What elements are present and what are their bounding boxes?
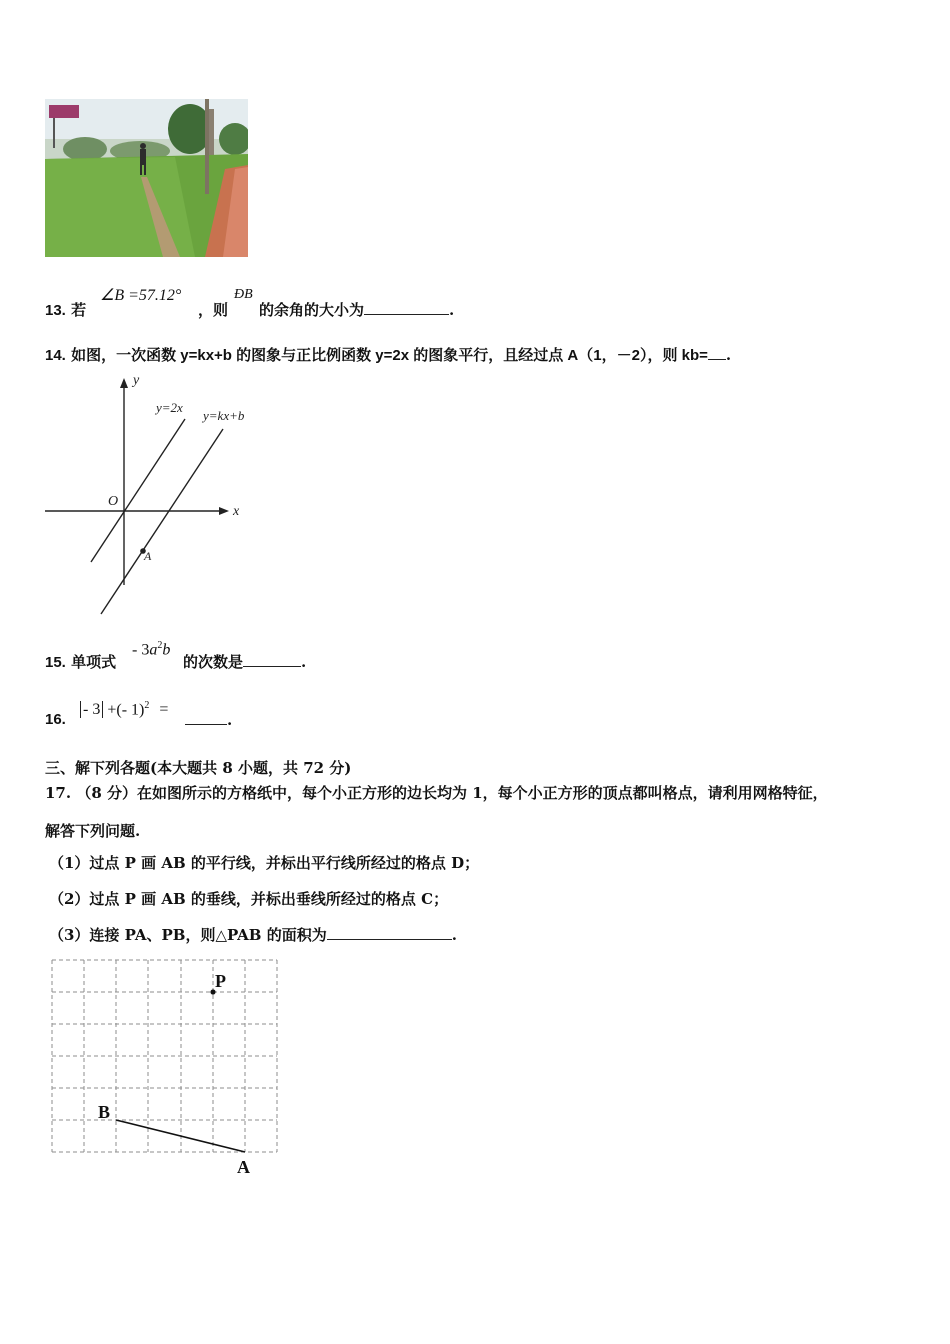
question-text: 如图，一次函数 y=kx+b 的图象与正比例函数 y=2x 的图象平行，且经过点 A（1，－2），则 kb= bbox=[71, 347, 708, 364]
y-axis-label: y bbox=[133, 373, 140, 388]
question-16 bbox=[45, 710, 66, 728]
line-y-2x-label: y=2x bbox=[156, 400, 183, 415]
monomial-expression bbox=[132, 640, 170, 659]
origin-label: O bbox=[108, 494, 119, 509]
question-text: 的次数是 bbox=[183, 653, 244, 671]
label-p: P bbox=[215, 971, 226, 991]
label-b: B bbox=[98, 1102, 111, 1122]
question-text: 单项式 bbox=[71, 653, 117, 671]
question-text: （3）连接 PA、PB，则△PAB 的面积为 bbox=[49, 926, 327, 944]
question-end-dot: . bbox=[449, 301, 455, 319]
exponent: 2 bbox=[144, 700, 150, 711]
label-a: A bbox=[237, 1157, 250, 1177]
question-17-line2: 解答下列问题. bbox=[45, 822, 141, 840]
answer-blank[interactable] bbox=[364, 300, 449, 315]
grid-lines bbox=[52, 960, 277, 1152]
monomial-var-a: a bbox=[149, 641, 158, 659]
question-13-rest bbox=[259, 299, 454, 320]
question-17-line1: 17. （8 分）在如图所示的方格纸中，每个小正方形的边长均为 1，每个小正方形的顶点都叫格点，请利用网格特征， bbox=[45, 784, 828, 802]
question-17-part1: （1）过点 P 画 AB 的平行线，并标出平行线所经过的格点 D； bbox=[49, 854, 480, 872]
grid-drawing bbox=[50, 958, 285, 1180]
question-end-dot: . bbox=[451, 926, 457, 944]
question-17-part3 bbox=[49, 924, 457, 945]
question-number: 13. bbox=[45, 302, 66, 319]
park-photo-drawing bbox=[45, 99, 248, 257]
expression-16 bbox=[80, 700, 168, 719]
question-text: ，则 bbox=[198, 301, 229, 319]
graph-drawing bbox=[43, 372, 258, 615]
given-angle-expression: ∠B =57.12° bbox=[100, 287, 182, 304]
question-number: 14. bbox=[45, 347, 66, 364]
answer-blank[interactable] bbox=[327, 925, 452, 940]
park-photo bbox=[45, 99, 248, 257]
question-17-part2: （2）过点 P 画 AB 的垂线，并标出垂线所经过的格点 C； bbox=[49, 890, 449, 908]
grid-figure bbox=[50, 958, 285, 1180]
equals-sign: = bbox=[159, 701, 169, 719]
question-13 bbox=[45, 299, 86, 320]
answer-blank[interactable] bbox=[185, 710, 227, 725]
answer-blank[interactable] bbox=[243, 652, 301, 667]
question-end-dot: . bbox=[227, 711, 233, 729]
line-y-kx-b-label: y=kx+b bbox=[203, 408, 245, 423]
monomial-var-b: b bbox=[162, 641, 171, 659]
question-text: 的余角的大小为 bbox=[259, 301, 365, 319]
question-15-rest bbox=[183, 651, 306, 672]
question-number: 16. bbox=[45, 711, 66, 728]
question-end-dot: . bbox=[301, 653, 307, 671]
monomial-exponent: 2 bbox=[157, 640, 163, 651]
question-16-answer bbox=[185, 710, 232, 729]
question-end-dot: . bbox=[725, 346, 732, 364]
absolute-value: - 3 bbox=[80, 701, 103, 718]
question-14 bbox=[45, 344, 731, 365]
angle-symbol: ÐB bbox=[234, 287, 253, 302]
question-15 bbox=[45, 651, 116, 672]
linear-function-graph bbox=[43, 372, 258, 615]
monomial-coefficient: - 3 bbox=[132, 641, 150, 659]
question-text: 若 bbox=[71, 301, 87, 319]
answer-blank[interactable] bbox=[708, 345, 726, 360]
x-axis-label: x bbox=[233, 504, 240, 519]
question-number: 15. bbox=[45, 654, 66, 671]
section-heading: 三、解下列各题(本大题共 8 小题，共 72 分) bbox=[45, 759, 352, 777]
point-a-label: A bbox=[144, 549, 152, 563]
plus-sign: + bbox=[107, 701, 117, 719]
parenthesized-term: (- 1) bbox=[116, 701, 145, 719]
